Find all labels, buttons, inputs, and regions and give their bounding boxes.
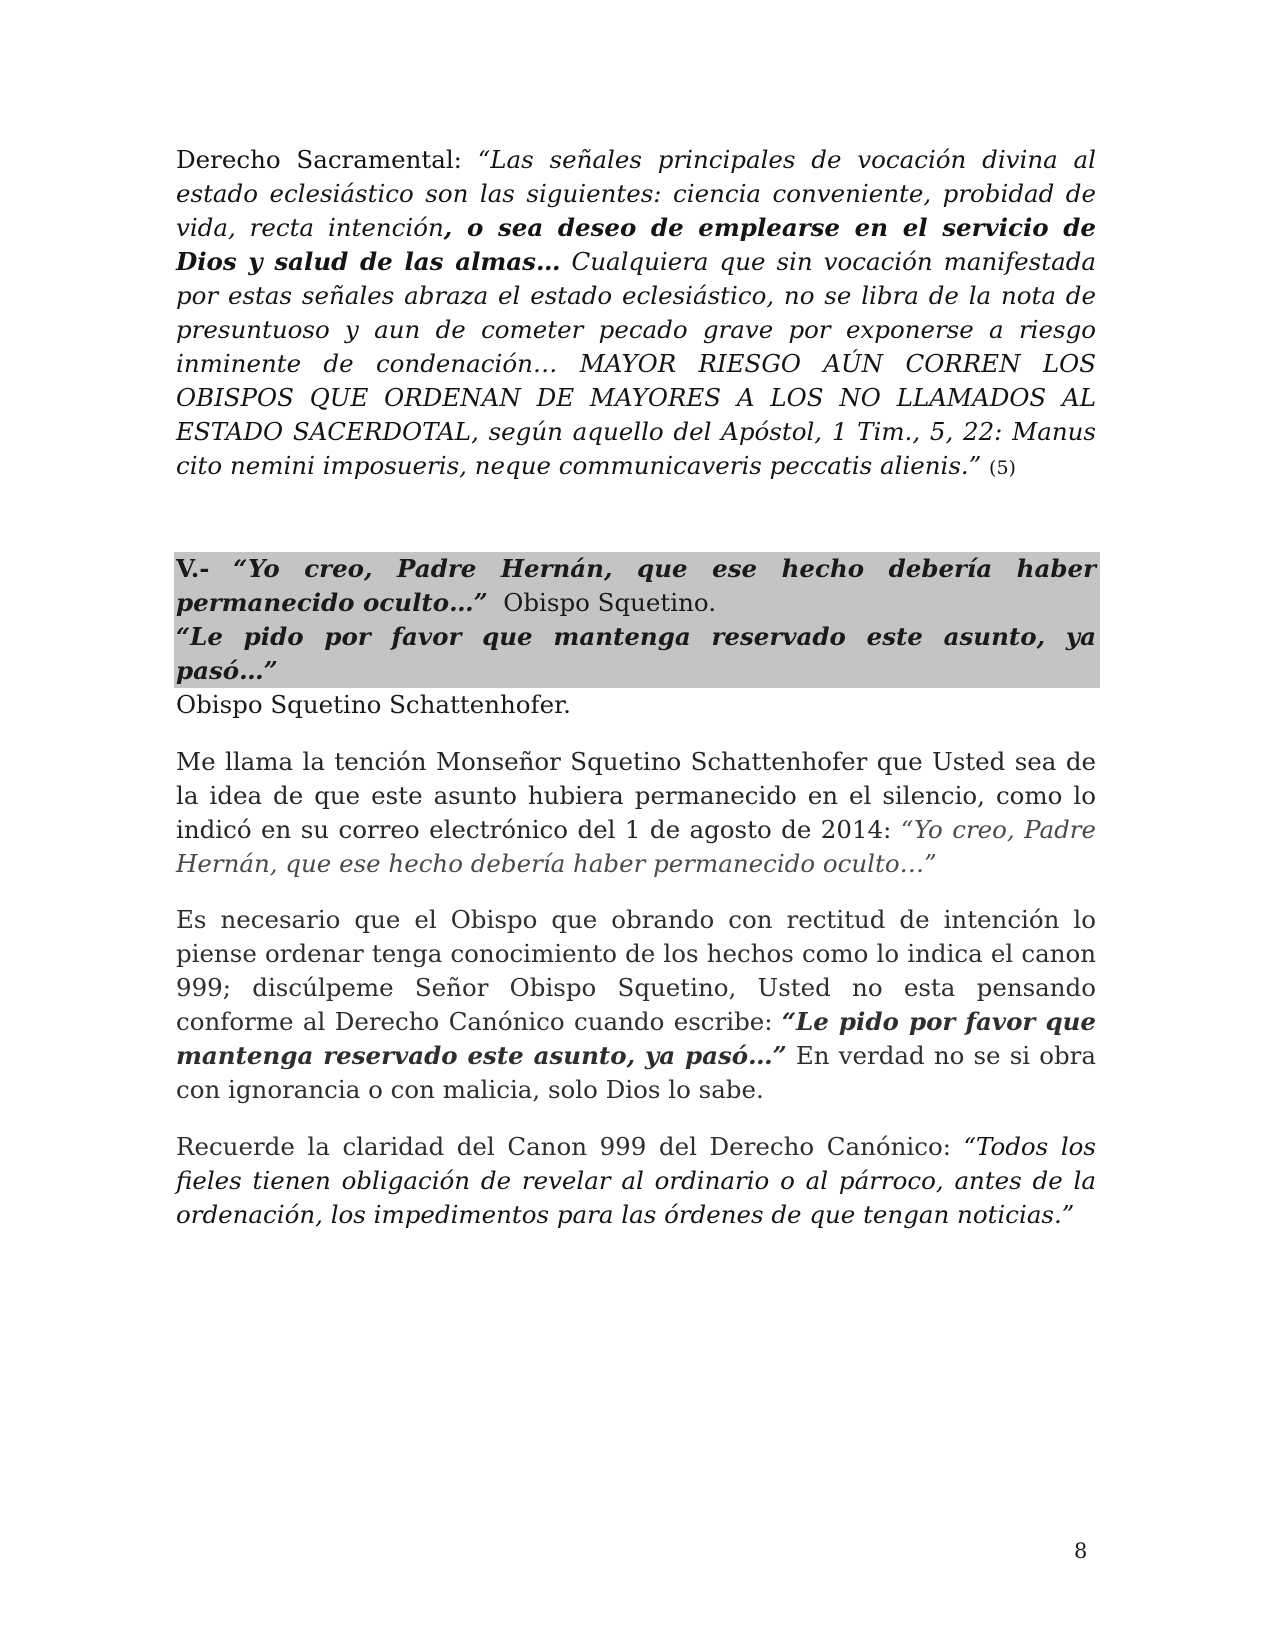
section-v-heading [176,552,1096,722]
paragraph-text: Es necesario que el Obispo que obrando con rectitud de intención lo piense ordenar tenga conocimiento de los hechos como lo indica el canon 999; discúlpeme Señor Obispo Squetino, Usted no esta pensando conforme al Derecho Canónico cuando escribe: [176,905,1096,1036]
paragraph-derecho-sacramental [176,143,1096,485]
quote-senales-vocacion: “Las señales principales de vocación divina al estado eclesiástico son las siguientes: ciencia conveniente, probidad de vida, recta intención [176,145,1096,242]
section-number: V.- [176,554,210,583]
footnote-reference: (5) [989,457,1016,479]
paragraph-tail: En verdad no se si obra con ignorancia o con malicia, solo Dios lo sabe. [176,1041,1096,1104]
quote-emphasis: , o sea deseo de emplearse en el servicio de Dios y salud de las almas… [176,213,1096,276]
quote-continuation: Cualquiera que sin vocación manifestada por estas señales abraza el estado eclesiástico, no se libra de la nota de presuntuoso y aun de cometer pecado grave por exponerse a riesgo inminente de condenación… MAYOR RIESGO AÚN CORREN LOS OBISPOS QUE ORDENAN DE MAYORES A LOS NO LLAMADOS AL ESTADO SACERDOTAL, según aquello del Apóstol, 1 Tim., 5, 22: Manus cito nemini imposueris, neque communicaveris peccatis alienis.” [176,247,1096,480]
section-attribution-1: Obispo Squetino. [503,588,716,617]
paragraph-lead: Derecho Sacramental: [176,145,478,174]
paragraph-quote: “Yo creo, Padre Hernán, que ese hecho debería haber permanecido oculto…” [176,815,1097,878]
paragraph-es-necesario [176,903,1096,1107]
page-number: 8 [1074,1539,1088,1563]
paragraph-recuerde [176,1130,1096,1232]
paragraph-quote: “Todos los fieles tienen obligación de revelar al ordinario o al párroco, antes de la ordenación, los impedimentos para las órdenes de que tengan noticias.” [176,1132,1096,1229]
section-quote-2: “Le pido por favor que mantenga reservado este asunto, ya pasó…” [176,622,1096,685]
paragraph-text: Me llama la tención Monseñor Squetino Schattenhofer que Usted sea de la idea de que este asunto hubiera permanecido en el silencio, como lo indicó en su correo electrónico del 1 de agosto de 2014: [176,747,1096,844]
paragraph-text: Recuerde la claridad del Canon 999 del Derecho Canónico: [176,1132,964,1161]
paragraph-quote: “Le pido por favor que mantenga reservado este asunto, ya pasó…” [176,1007,1096,1070]
section-quote-1: “Yo creo, Padre Hernán, que ese hecho debería haber permanecido oculto…” [176,554,1096,617]
paragraph-me-llama [176,745,1096,881]
section-attribution-2: Obispo Squetino Schattenhofer. [176,690,571,719]
